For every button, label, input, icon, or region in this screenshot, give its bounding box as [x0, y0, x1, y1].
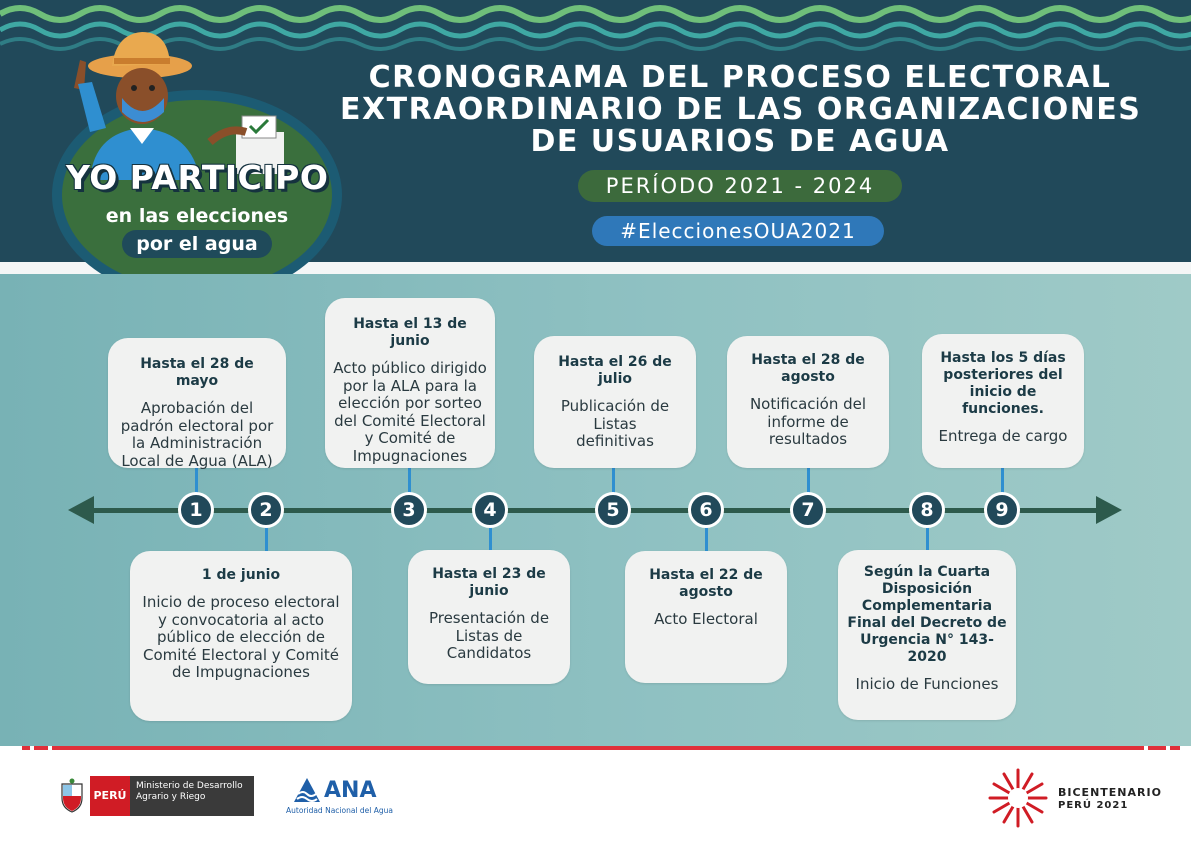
timeline-node-5: 5	[595, 492, 631, 528]
timeline-node-3: 3	[391, 492, 427, 528]
timeline-card-1	[108, 338, 286, 468]
card-description: Acto Electoral	[654, 610, 758, 628]
footer-dash-left-1	[22, 746, 30, 750]
bicentenario-line-2: PERÚ 2021	[1058, 800, 1129, 811]
connector-2	[265, 528, 268, 552]
badge-sub-text	[66, 202, 328, 258]
card-date: Hasta el 26 de julio	[558, 354, 672, 387]
connector-4	[489, 528, 492, 550]
badge-sub-line-2: por el agua	[122, 230, 271, 258]
timeline-card-2	[130, 551, 352, 721]
timeline-card-4	[408, 550, 570, 684]
card-date: Según la Cuarta Disposición Complementaria Final del Decreto de Urgencia N° 143-2020	[847, 564, 1007, 665]
card-date: Hasta el 23 de junio	[432, 566, 546, 599]
connector-6	[705, 528, 708, 552]
card-description: Entrega de cargo	[938, 427, 1068, 445]
card-description: Inicio de Funciones	[855, 675, 999, 693]
card-date: Hasta los 5 días posteriores del inicio de funciones.	[940, 350, 1066, 417]
timeline-node-6: 6	[688, 492, 724, 528]
footer-red-line	[52, 746, 1144, 750]
ministry-logo	[58, 776, 254, 816]
timeline-card-6	[625, 551, 787, 683]
badge-main-text: YO PARTICIPO	[66, 158, 329, 197]
title-line-2: EXTRAORDINARIO DE LAS ORGANIZACIONES	[340, 92, 1142, 127]
timeline-card-5	[534, 336, 696, 468]
timeline-card-3	[325, 298, 495, 468]
footer-dash-left-2	[34, 746, 48, 750]
ministry-name: Ministerio de Desarrollo Agrario y Riego	[130, 776, 254, 816]
card-description: Aprobación del padrón electoral por la Administración Local de Agua (ALA)	[120, 399, 274, 470]
timeline-node-7: 7	[790, 492, 826, 528]
card-description: Publicación de Listas definitivas	[560, 397, 670, 450]
timeline-node-2: 2	[248, 492, 284, 528]
timeline-node-8: 8	[909, 492, 945, 528]
title-line-1: CRONOGRAMA DEL PROCESO ELECTORAL	[368, 60, 1112, 95]
ana-logo	[286, 774, 398, 818]
title-line-3: DE USUARIOS DE AGUA	[530, 124, 950, 159]
page-title	[340, 62, 1140, 158]
arrow-left-icon	[68, 496, 94, 524]
card-description: Inicio de proceso electoral y convocatoria al acto público de elección de Comité Electoral y Comité de Impugnaciones	[142, 593, 340, 681]
footer-dash-right-1	[1148, 746, 1166, 750]
card-description: Notificación del informe de resultados	[749, 395, 867, 448]
card-date: Hasta el 13 de junio	[353, 316, 467, 349]
card-date: Hasta el 28 de mayo	[140, 356, 254, 389]
ana-label: ANA	[324, 778, 377, 803]
farmer-illustration-icon	[60, 20, 290, 180]
timeline-card-7	[727, 336, 889, 468]
bicentenario-sun-icon	[986, 768, 1050, 828]
connector-8	[926, 528, 929, 550]
card-description: Acto público dirigido por la ALA para la elección por sorteo del Comité Electoral y Comité de Impugnaciones	[333, 359, 487, 465]
coat-of-arms-icon	[58, 778, 86, 814]
timeline-node-9: 9	[984, 492, 1020, 528]
peru-label: PERÚ	[90, 776, 130, 816]
arrow-right-icon	[1096, 496, 1122, 524]
timeline-node-1: 1	[178, 492, 214, 528]
hashtag-pill: #EleccionesOUA2021	[592, 216, 884, 246]
timeline-node-4: 4	[472, 492, 508, 528]
bicentenario-line-1: BICENTENARIO	[1058, 786, 1162, 799]
ana-subtitle: Autoridad Nacional del Agua	[286, 806, 393, 815]
card-date: 1 de junio	[201, 567, 281, 583]
period-pill: PERÍODO 2021 - 2024	[578, 170, 902, 202]
badge-sub-line-1: en las elecciones	[105, 205, 289, 227]
timeline-card-8	[838, 550, 1016, 720]
ana-wave-icon	[292, 776, 322, 804]
card-date: Hasta el 28 de agosto	[751, 352, 865, 385]
bicentenario-logo	[986, 768, 1162, 828]
timeline-card-9	[922, 334, 1084, 468]
card-description: Presentación de Listas de Candidatos	[428, 609, 550, 662]
card-date: Hasta el 22 de agosto	[649, 567, 763, 600]
footer-dash-right-2	[1170, 746, 1180, 750]
